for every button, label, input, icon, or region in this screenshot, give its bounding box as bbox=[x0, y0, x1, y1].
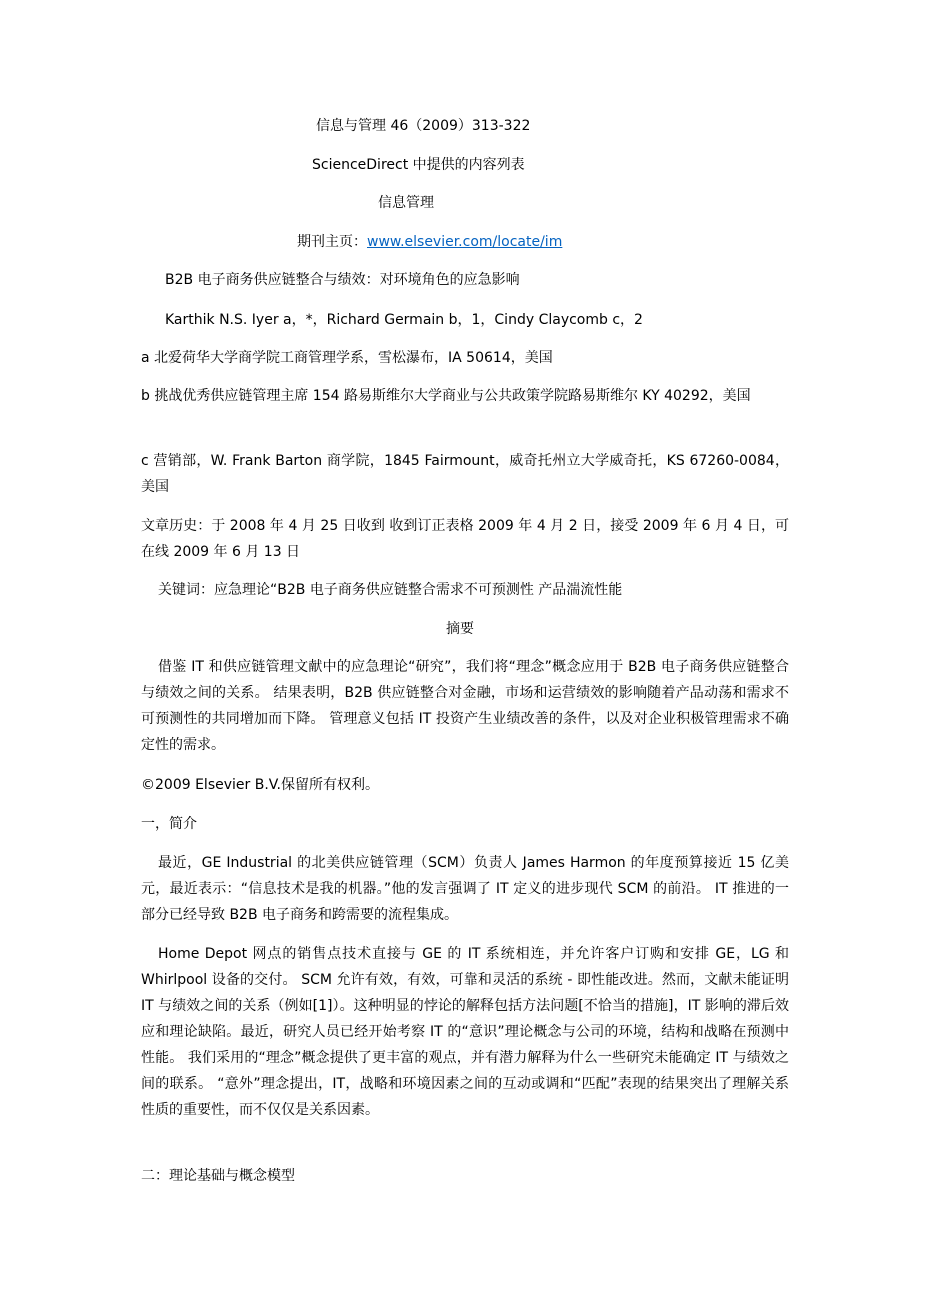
abstract-heading: 摘要 bbox=[446, 621, 474, 637]
journal-name: 信息管理 bbox=[378, 195, 434, 211]
affiliation-c: c 营销部，W. Frank Barton 商学院，1845 Fairmount，威奇托州立大学威奇托，KS 67260-0084，美国 bbox=[141, 453, 789, 495]
affiliation-b: b 挑战优秀供应链管理主席 154 路易斯维尔大学商业与公共政策学院路易斯维尔 KY 40292，美国 bbox=[141, 388, 751, 404]
contents-line: ScienceDirect 中提供的内容列表 bbox=[312, 157, 525, 173]
homepage-link[interactable]: www.elsevier.com/locate/im bbox=[367, 234, 563, 250]
abstract-text: 借鉴 IT 和供应链管理文献中的应急理论“研究”，我们将“理念”概念应用于 B2B 电子商务供应链整合与绩效之间的关系。 结果表明，B2B 供应链整合对金融，市场和运营绩效的影响随着产品动荡和需求不可预测性的共同增加而下降。 管理意义包括 IT 投资产生业绩改善的条件，以及对企业积极管理需求不确定性的需求。 bbox=[141, 659, 789, 753]
intro-paragraph-1: 最近，GE Industrial 的北美供应链管理（SCM）负责人 James Harmon 的年度预算接近 15 亿美元，最近表示：“信息技术是我的机器。”他的发言强调了 IT 定义的进步现代 SCM 的前沿。 IT 推进的一部分已经导致 B2B 电子商务和跨需要的流程集成。 bbox=[141, 855, 789, 923]
affiliation-a: a 北爱荷华大学商学院工商管理学系，雪松瀑布，IA 50614，美国 bbox=[141, 350, 553, 366]
keywords: 关键词：应急理论“B2B 电子商务供应链整合需求不可预测性 产品湍流性能 bbox=[158, 582, 623, 598]
citation-line: 信息与管理 46（2009）313-322 bbox=[316, 118, 531, 134]
theory-heading: 二：理论基础与概念模型 bbox=[141, 1168, 295, 1184]
journal-homepage bbox=[297, 233, 562, 251]
intro-paragraph-2: Home Depot 网点的销售点技术直接与 GE 的 IT 系统相连，并允许客户订购和安排 GE，LG 和 Whirlpool 设备的交付。 SCM 允许有效，有效，可靠和灵活的系统 - 即性能改进。然而，文献未能证明 IT 与绩效之间的关系（例如[1]）。这种明显的悖论的解释包括方法问题[不恰当的措施]，IT 影响的滞后效应和理论缺陷。最近，研究人员已经开始考察 IT 的“意识”理论概念与公司的环境，结构和战略在预测中性能。 我们采用的“理念”概念提供了更丰富的观点，并有潜力解释为什么一些研究未能确定 IT 与绩效之间的联系。 “意外”理念提出，IT，战略和环境因素之间的互动或调和“匹配”表现的结果突出了理解关系性质的重要性，而不仅仅是关系因素。 bbox=[141, 946, 789, 1118]
copyright: ©2009 Elsevier B.V.保留所有权利。 bbox=[141, 777, 379, 793]
article-history: 文章历史：于 2008 年 4 月 25 日收到 收到订正表格 2009 年 4 月 2 日，接受 2009 年 6 月 4 日，可在线 2009 年 6 月 13 日 bbox=[141, 518, 789, 560]
intro-heading: 一，简介 bbox=[141, 816, 197, 832]
homepage-label: 期刊主页： bbox=[297, 234, 367, 250]
article-title: B2B 电子商务供应链整合与绩效：对环境角色的应急影响 bbox=[165, 272, 520, 288]
author-list: Karthik N.S. Iyer a，*，Richard Germain b，1，Cindy Claycomb c，2 bbox=[165, 312, 643, 328]
